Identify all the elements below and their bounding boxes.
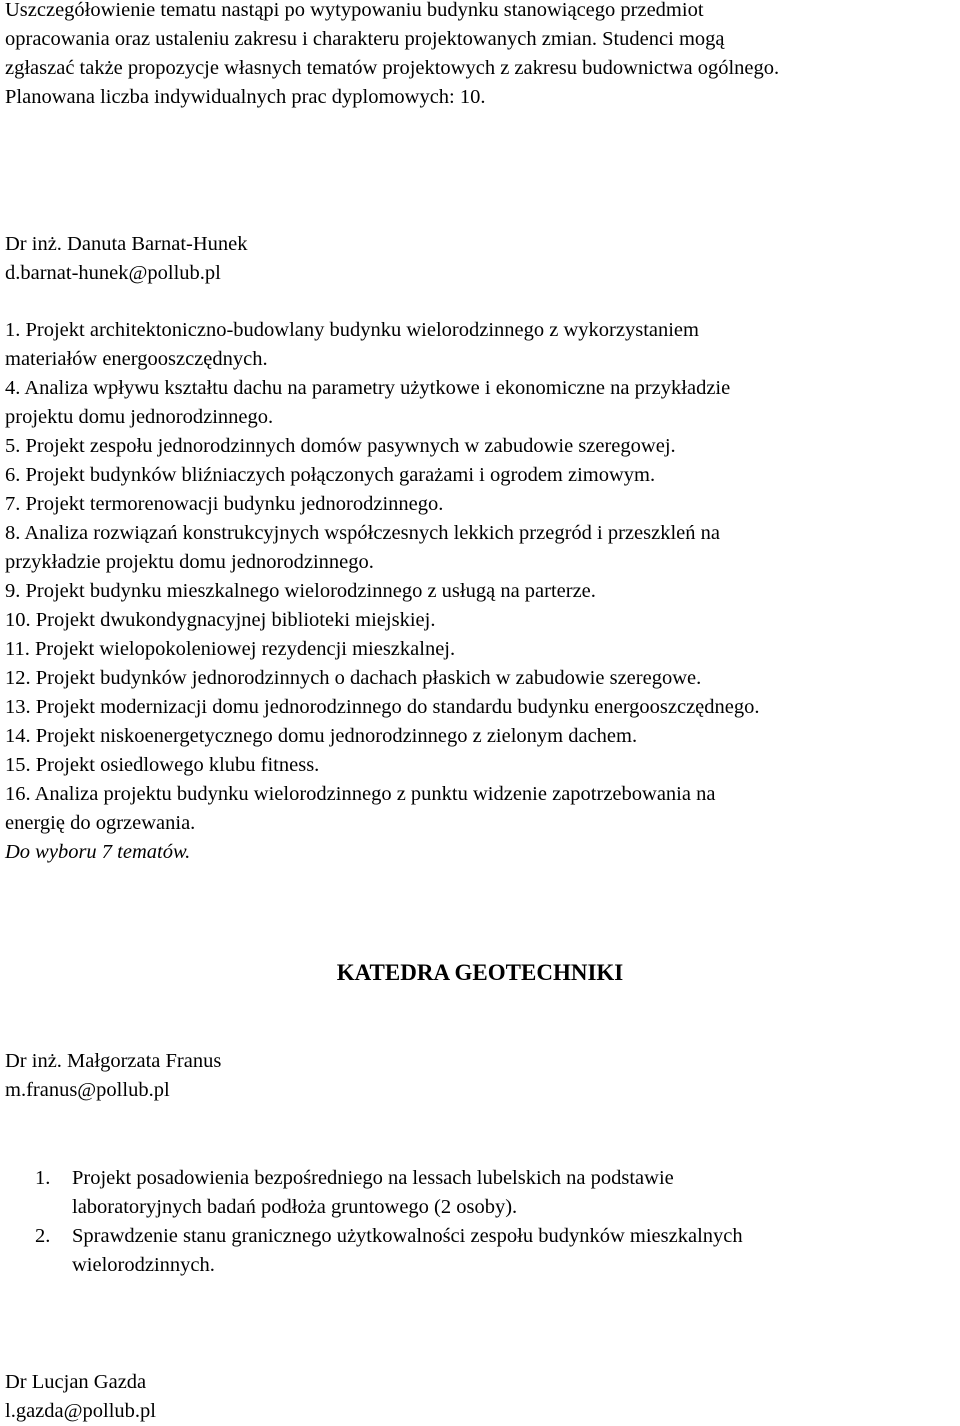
supervisor-email: l.gazda@pollub.pl xyxy=(5,1400,156,1422)
intro-paragraph xyxy=(5,0,950,112)
topic-line: 7. Projekt termorenowacji budynku jednorodzinnego. xyxy=(5,493,444,515)
topic-line: Sprawdzenie stanu granicznego użytkowalności zespołu budynków mieszkalnych xyxy=(72,1225,743,1247)
topic-line: 13. Projekt modernizacji domu jednorodzinnego do standardu budynku energooszczędnego. xyxy=(5,696,760,718)
topic-list xyxy=(5,316,950,867)
choice-note: Do wyboru 7 tematów. xyxy=(5,841,191,863)
topic-line: Projekt posadowienia bezpośredniego na lessach lubelskich na podstawie xyxy=(72,1167,674,1189)
numbered-topic-list xyxy=(5,1164,945,1280)
supervisor-name: Dr Lucjan Gazda xyxy=(5,1371,147,1393)
topic-line: 8. Analiza rozwiązań konstrukcyjnych współczesnych lekkich przegród i przeszkleń na xyxy=(5,522,720,544)
supervisor-email: m.franus@pollub.pl xyxy=(5,1079,170,1101)
intro-line: opracowania oraz ustaleniu zakresu i charakteru projektowanych zmian. Studenci mogą xyxy=(5,28,725,50)
topic-line: 11. Projekt wielopokoleniowej rezydencji mieszkalnej. xyxy=(5,638,456,660)
supervisor-name: Dr inż. Małgorzata Franus xyxy=(5,1050,222,1072)
topic-line: przykładzie projektu domu jednorodzinnego. xyxy=(5,551,374,573)
intro-line: Uszczegółowienie tematu nastąpi po wytypowaniu budynku stanowiącego przedmiot xyxy=(5,0,704,21)
topic-line: 14. Projekt niskoenergetycznego domu jednorodzinnego z zielonym dachem. xyxy=(5,725,638,747)
topic-line: materiałów energooszczędnych. xyxy=(5,348,268,370)
list-number: 2. xyxy=(35,1225,51,1247)
department-heading: KATEDRA GEOTECHNIKI xyxy=(336,960,624,985)
supervisor-email: d.barnat-hunek@pollub.pl xyxy=(5,262,221,284)
topic-line: energię do ogrzewania. xyxy=(5,812,196,834)
list-item xyxy=(5,1222,945,1280)
topic-line: laboratoryjnych badań podłoża gruntowego (2 osoby). xyxy=(72,1196,518,1218)
topic-line: 15. Projekt osiedlowego klubu fitness. xyxy=(5,754,320,776)
topic-line: 1. Projekt architektoniczno-budowlany budynku wielorodzinnego z wykorzystaniem xyxy=(5,319,699,341)
topic-line: 4. Analiza wpływu kształtu dachu na parametry użytkowe i ekonomiczne na przykładzie xyxy=(5,377,731,399)
topic-line: 10. Projekt dwukondygnacyjnej biblioteki miejskiej. xyxy=(5,609,436,631)
topic-line: 5. Projekt zespołu jednorodzinnych domów pasywnych w zabudowie szeregowej. xyxy=(5,435,676,457)
list-number: 1. xyxy=(35,1167,51,1189)
topic-line: 12. Projekt budynków jednorodzinnych o dachach płaskich w zabudowie szeregowe. xyxy=(5,667,702,689)
supervisor-name: Dr inż. Danuta Barnat-Hunek xyxy=(5,233,248,255)
topic-line: 6. Projekt budynków bliźniaczych połączonych garażami i ogrodem zimowym. xyxy=(5,464,656,486)
intro-line: Planowana liczba indywidualnych prac dyplomowych: 10. xyxy=(5,86,486,108)
topic-line: projektu domu jednorodzinnego. xyxy=(5,406,274,428)
intro-line: zgłaszać także propozycje własnych tematów projektowych z zakresu budownictwa ogólnego. xyxy=(5,57,780,79)
topic-line: 16. Analiza projektu budynku wielorodzinnego z punktu widzenie zapotrzebowania na xyxy=(5,783,716,805)
topic-line: 9. Projekt budynku mieszkalnego wielorodzinnego z usługą na parterze. xyxy=(5,580,596,602)
list-item xyxy=(5,1164,945,1222)
topic-line: wielorodzinnych. xyxy=(72,1254,215,1276)
